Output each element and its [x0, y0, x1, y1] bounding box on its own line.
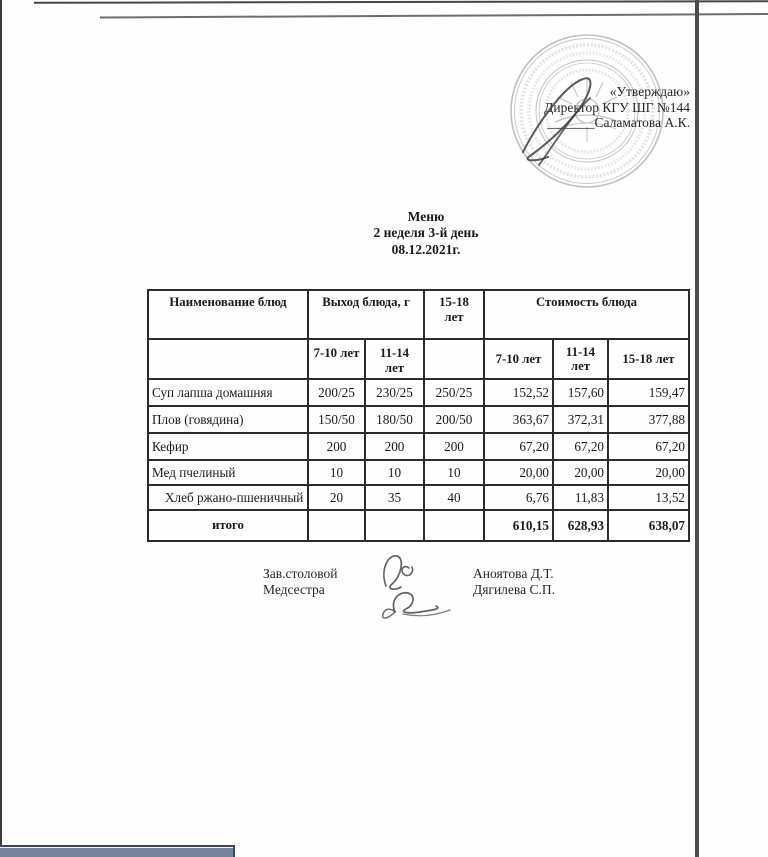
- total-cost-cell: 638,07: [608, 510, 689, 541]
- total-cost-cell: 610,15: [484, 510, 553, 541]
- output-value-cell: 180/50: [365, 406, 424, 433]
- dish-name-cell: Суп лапша домашняя: [148, 379, 308, 406]
- dish-name-cell: Мед пчелиный: [148, 460, 308, 485]
- footer-signatures-icon: [368, 546, 473, 626]
- table-header-row-1: [148, 290, 689, 339]
- title-week-day: 2 неделя 3-й день: [373, 225, 479, 241]
- cost-value-cell: 377,88: [608, 406, 689, 433]
- cost-value-cell: 20,00: [608, 460, 689, 485]
- page-edge-left: [0, 0, 2, 857]
- table-row: [148, 406, 689, 433]
- header-cost-15-18: 15-18 лет: [608, 339, 689, 379]
- output-value-cell: 10: [424, 460, 484, 485]
- cost-value-cell: 20,00: [553, 460, 608, 485]
- approval-director-line: Директор КГУ ШГ №144: [544, 99, 690, 115]
- menu-table: [147, 289, 690, 542]
- scan-artifact-second-line: [100, 13, 768, 18]
- output-value-cell: 35: [365, 485, 424, 510]
- cost-value-cell: 152,52: [484, 379, 553, 406]
- cost-value-cell: 67,20: [608, 433, 689, 460]
- cost-value-cell: 6,76: [484, 485, 553, 510]
- dish-name-cell: Кефир: [148, 433, 308, 460]
- header-output-15-18: 15-18 лет: [424, 290, 484, 339]
- table-row: [148, 433, 689, 460]
- output-value-cell: 20: [308, 485, 365, 510]
- bottom-panel-fragment: [0, 845, 235, 857]
- empty-cell: [424, 510, 484, 541]
- header-cost: Стоимость блюда: [484, 290, 689, 339]
- cost-value-cell: 159,47: [608, 379, 689, 406]
- director-signature-icon: [505, 68, 635, 173]
- empty-cell: [365, 510, 424, 541]
- empty-cell: [308, 510, 365, 541]
- approval-quote: «Утверждаю»: [609, 84, 690, 99]
- output-value-cell: 10: [308, 460, 365, 485]
- output-value-cell: 250/25: [424, 379, 484, 406]
- output-value-cell: 200/25: [308, 379, 365, 406]
- output-value-cell: 200: [365, 433, 424, 460]
- header-empty-cell: [424, 339, 484, 379]
- cost-value-cell: 67,20: [484, 433, 553, 460]
- cost-value-cell: 13,52: [608, 485, 689, 510]
- total-label-cell: итого: [148, 510, 308, 541]
- cost-value-cell: 67,20: [553, 433, 608, 460]
- scan-artifact-top-line: [34, 0, 768, 4]
- title-date: 08.12.2021г.: [391, 241, 461, 257]
- document-title: [281, 209, 571, 258]
- header-empty-cell: [148, 339, 308, 379]
- cost-value-cell: 157,60: [553, 379, 608, 406]
- header-cost-7-10: 7-10 лет: [484, 339, 553, 379]
- output-value-cell: 200/50: [424, 406, 484, 433]
- footer-signer-name: Дягилева С.П.: [473, 581, 555, 597]
- output-value-cell: 200: [308, 433, 365, 460]
- header-cost-11-14: 11-14 лет: [553, 339, 608, 379]
- header-output-7-10: 7-10 лет: [308, 339, 365, 379]
- table-row: [148, 485, 689, 510]
- table-row: [148, 460, 689, 485]
- cost-value-cell: 363,67: [484, 406, 553, 433]
- output-value-cell: 230/25: [365, 379, 424, 406]
- footer-role-label: Зав.столовой: [263, 566, 338, 581]
- table-total-row: [148, 510, 689, 541]
- cost-value-cell: 11,83: [553, 485, 608, 510]
- header-output-11-14: 11-14 лет: [365, 339, 424, 379]
- title-heading: Меню: [407, 209, 445, 224]
- dish-name-cell: Плов (говядина): [148, 406, 308, 433]
- output-value-cell: 40: [424, 485, 484, 510]
- output-value-cell: 150/50: [308, 406, 365, 433]
- dish-name-cell: Хлеб ржано-пшеничный: [148, 485, 308, 510]
- approval-signatory-line: _______Саламатова А.К.: [547, 115, 690, 131]
- page-edge-right: [695, 0, 699, 857]
- table-row: [148, 379, 689, 406]
- footer-roles: [263, 566, 383, 597]
- output-value-cell: 200: [424, 433, 484, 460]
- cost-value-cell: 372,31: [553, 406, 608, 433]
- header-dish-name: Наименование блюд: [148, 290, 308, 339]
- table-header-row-2: [148, 339, 689, 379]
- footer-role-label: Медсестра: [263, 581, 325, 597]
- cost-value-cell: 20,00: [484, 460, 553, 485]
- footer-signer-name: Аноятова Д.Т.: [473, 566, 554, 581]
- output-value-cell: 10: [365, 460, 424, 485]
- total-cost-cell: 628,93: [553, 510, 608, 541]
- footer-names: [473, 566, 613, 597]
- header-output: Выход блюда, г: [308, 290, 424, 339]
